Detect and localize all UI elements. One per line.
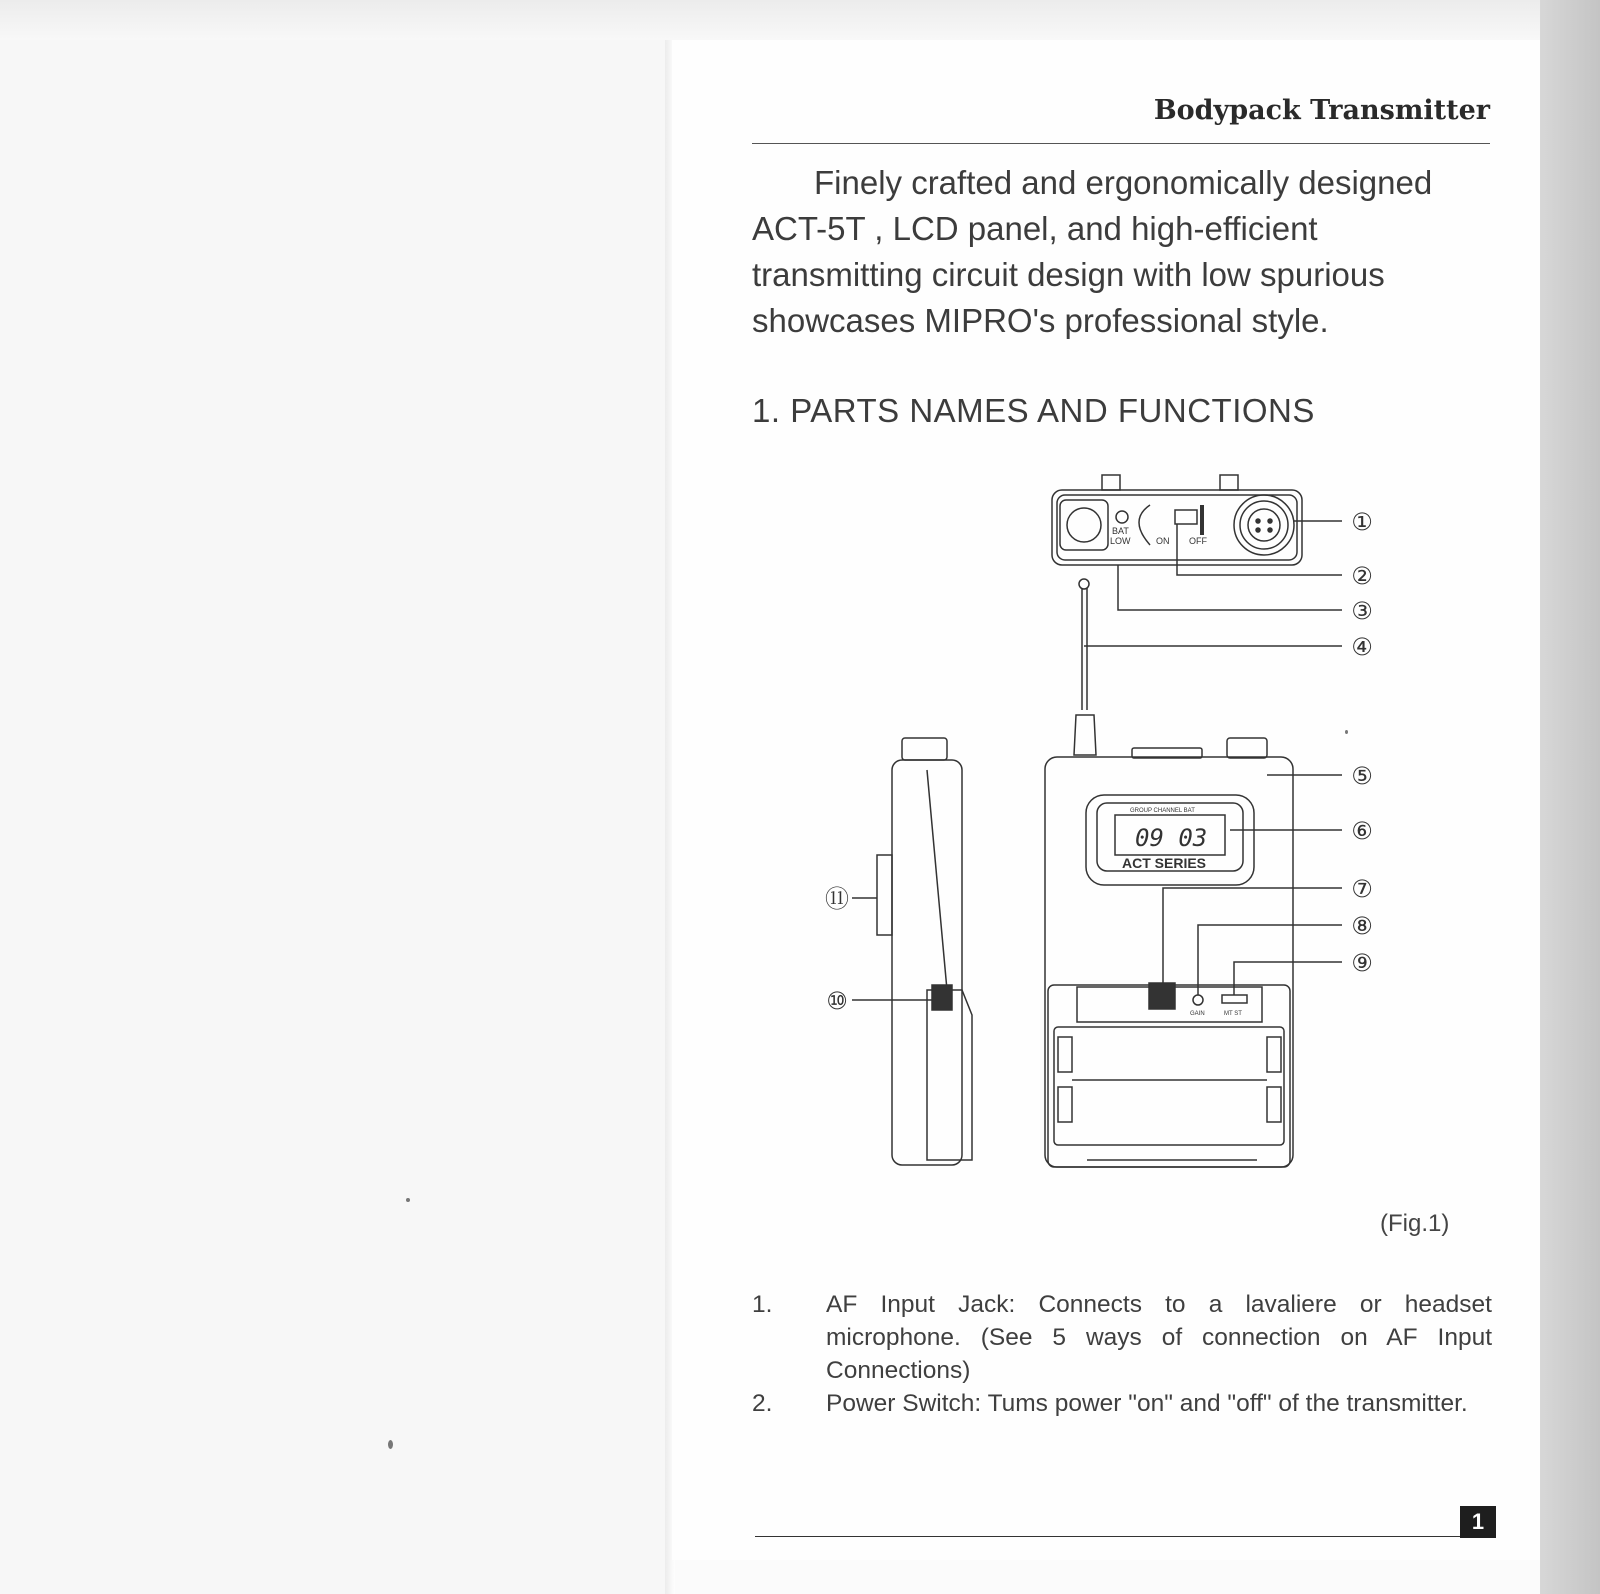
callout-3: ③	[1351, 597, 1373, 625]
lcd-digits: 09 03	[1135, 824, 1208, 852]
callout-11: ⑪	[825, 885, 849, 913]
intro-line: showcases MIPRO's professional style.	[752, 302, 1329, 339]
intro-line: ACT-5T , LCD panel, and high-efficient	[752, 210, 1318, 247]
list-item	[752, 1387, 1492, 1420]
page-edge-shadow	[1540, 0, 1600, 1594]
low-label: LOW	[1110, 536, 1131, 546]
callout-4: ④	[1351, 633, 1373, 661]
bat-label: BAT	[1112, 526, 1129, 536]
list-item-number: 2.	[752, 1390, 773, 1417]
leader-line-7	[1163, 888, 1342, 983]
transmitter-diagram	[812, 470, 1412, 1210]
dust-speck	[388, 1440, 393, 1449]
mt-label: MT ST	[1224, 1011, 1242, 1017]
section-heading: 1. PARTS NAMES AND FUNCTIONS	[752, 392, 1315, 429]
off-label: OFF	[1189, 536, 1207, 546]
intro-line-text: Finely crafted and ergonomically designed	[814, 164, 1433, 201]
page-header-title: Bodypack Transmitter	[1153, 95, 1490, 126]
callout-2: ②	[1351, 562, 1373, 590]
callout-6: ⑥	[1351, 817, 1373, 845]
figure-caption: (Fig.1)	[1380, 1210, 1450, 1237]
intro-line: transmitting circuit design with low spurious	[752, 256, 1385, 293]
lcd-indicator-label: GROUP CHANNEL BAT	[1130, 808, 1195, 814]
list-item	[752, 1288, 1492, 1387]
callout-1: ①	[1351, 508, 1373, 536]
leader-line-9	[1234, 962, 1342, 995]
lcd-series-label: ACT SERIES	[1122, 855, 1207, 871]
gain-knob-icon	[1193, 995, 1203, 1005]
antenna	[1074, 579, 1096, 755]
list-item-text: AF Input Jack: Connects to a lavaliere or headset microphone. (See 5 ways of connection on AF Input Connections)	[826, 1291, 1492, 1384]
header-rule	[752, 143, 1490, 144]
footer-rule	[755, 1536, 1460, 1537]
mute-switch-icon	[1222, 995, 1247, 1003]
gain-label: GAIN	[1190, 1011, 1205, 1017]
callout-8: ⑧	[1351, 912, 1373, 940]
callout-10: ⑩	[826, 987, 848, 1015]
side-view	[877, 738, 972, 1165]
intro-line	[752, 160, 1492, 206]
parts-list	[752, 1288, 1492, 1420]
callout-9: ⑨	[1351, 949, 1373, 977]
left-page-blank	[0, 40, 670, 1594]
callout-7: ⑦	[1351, 875, 1373, 903]
on-label: ON	[1156, 536, 1170, 546]
list-item-number: 1.	[752, 1291, 773, 1318]
list-item-text: Power Switch: Tums power "on" and "off" of the transmitter.	[826, 1390, 1468, 1417]
intro-paragraph	[752, 160, 1492, 344]
leader-line-3	[1118, 565, 1342, 610]
gain-grille-icon	[1149, 983, 1175, 1009]
dust-speck	[406, 1198, 410, 1202]
scan-edge	[0, 0, 1600, 40]
callout-5: ⑤	[1351, 762, 1373, 790]
page-number: 1	[1460, 1506, 1496, 1538]
front-body	[1045, 738, 1293, 1167]
